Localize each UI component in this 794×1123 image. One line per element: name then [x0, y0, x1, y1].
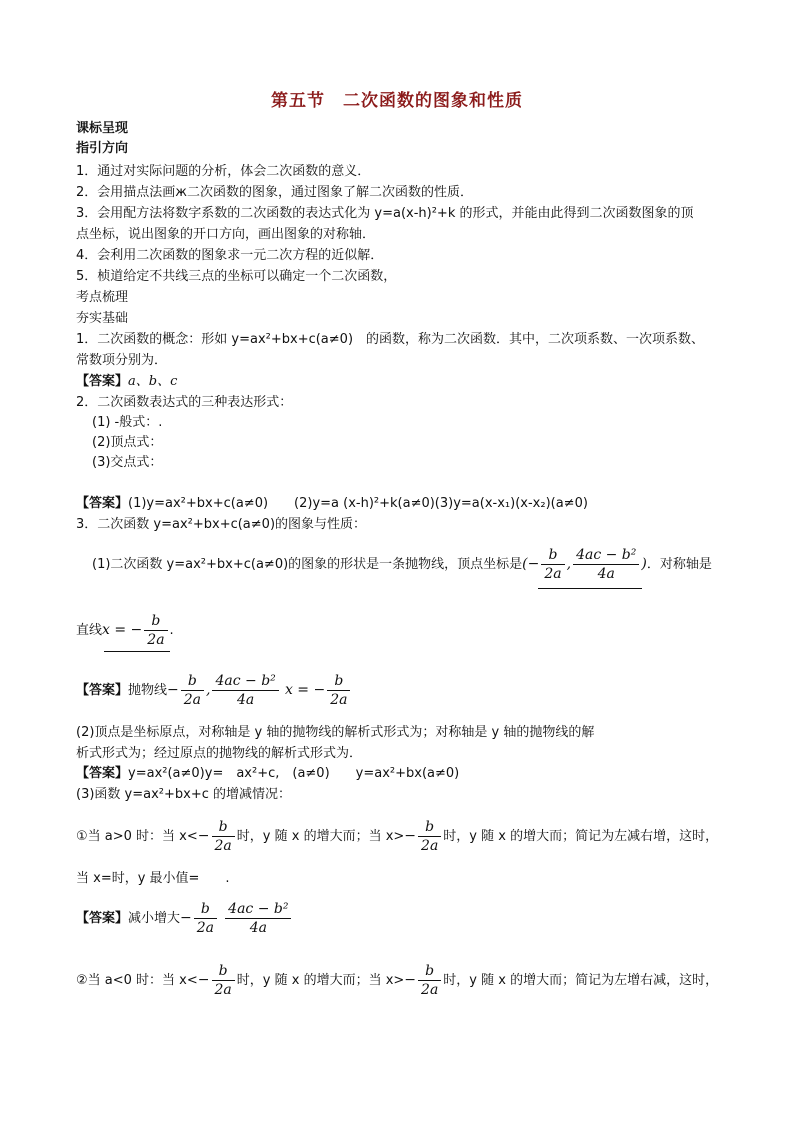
question-2-c: (3)交点式：: [92, 455, 163, 470]
heading-kaodian: 考点梳理: [76, 290, 129, 305]
question-1-line2: 常数项分别为．: [76, 353, 168, 368]
answer-label: 【答案】: [76, 911, 129, 926]
minus-sign: −: [404, 828, 417, 844]
case1-b: 时，y 随 x 的增大而；当 x>: [236, 829, 405, 844]
denominator: 2a: [421, 982, 439, 998]
case2-b: 时，y 随 x 的增大而；当 x>: [236, 973, 405, 988]
numerator: b: [194, 900, 217, 919]
minus-sign: −: [197, 828, 210, 844]
question-3-3: (3)函数 y=ax²+bx+c 的增减情况：: [76, 787, 292, 802]
heading-kebiao: 课标呈现: [76, 121, 129, 136]
question-2: 2．二次函数表达式的三种表达形式：: [76, 395, 293, 410]
question-2-a: (1) -般式：.: [92, 415, 163, 430]
answer-blank: [538, 588, 642, 589]
numerator: 4ac − b²: [225, 900, 291, 919]
case1-c: 时，y 随 x 的增大而；简记为左减右增，这时，: [443, 829, 719, 844]
x-eq-neg: x = −: [284, 682, 326, 698]
numerator: b: [327, 672, 350, 691]
denominator: 2a: [183, 692, 202, 708]
period: .: [169, 623, 174, 638]
fraction-b-over-2a: [212, 962, 235, 999]
list-item: 2．会用描点法画ж二次函数的图象，通过图象了解二次函数的性质．: [76, 185, 473, 200]
answer-3-1: [76, 670, 352, 711]
list-item: 5．桢道给定不共线三点的坐标可以确定一个二次函数，: [76, 269, 397, 284]
fraction-vertex-y: [573, 546, 639, 583]
minus-sign: −: [404, 972, 417, 988]
answer-3-2-text: y=ax²(a≠0)y= ax²+c, (a≠0) y=ax²+bx(a≠0): [128, 766, 460, 781]
list-item: 3．会用配方法将数字系数的二次函数的表达式化为 y=a(x-h)²+k 的形式，并能由此得到二次函数图象的顶: [76, 206, 694, 221]
answer-1-text: a、b、c: [128, 374, 178, 389]
fraction-b-over-2a: [418, 818, 441, 855]
question-3: 3．二次函数 y=ax²+bx+c(a≠0)的图象与性质：: [76, 517, 367, 532]
comma: ,: [566, 556, 572, 572]
answer-label: 【答案】: [76, 496, 129, 511]
fraction-b-over-2a: [541, 546, 564, 583]
numerator: b: [212, 962, 235, 981]
x-eq-neg: x = −: [102, 622, 143, 638]
list-item: 4．会利用二次函数的图象求一元二次方程的近似解．: [76, 248, 384, 263]
answer-2-text: (1)y=ax²+bx+c(a≠0) (2)y=a (x-h)²+k(a≠0)(3)y=a(x-x₁)(x-x₂)(a≠0): [128, 496, 588, 511]
denominator: 2a: [214, 982, 232, 998]
rparen: ): [641, 556, 647, 572]
fraction-b-over-2a: [181, 672, 204, 709]
denominator: 2a: [214, 838, 232, 854]
numerator: b: [144, 612, 167, 631]
minus-sign: −: [180, 910, 192, 926]
q3-1-line2-pre: 直线: [76, 623, 103, 638]
case-a-negative-line1: [76, 960, 718, 1001]
denominator: 4a: [237, 692, 255, 708]
denominator: 4a: [249, 920, 267, 936]
heading-hangshi: 夯实基础: [76, 311, 129, 326]
fraction-vertex-y: [212, 672, 278, 709]
list-item: 点坐标，说出图象的开口方向，画出图象的对称轴．: [76, 227, 376, 242]
comma: ,: [206, 682, 211, 698]
case2-c: 时，y 随 x 的增大而；简记为左增右减，这时，: [443, 973, 719, 988]
minus-sign: −: [197, 972, 210, 988]
numerator: b: [418, 818, 441, 837]
answer-label: 【答案】: [76, 374, 129, 389]
answer-label: 【答案】: [76, 683, 129, 698]
fraction-b-over-2a: [194, 900, 217, 937]
answer-3-3-text: 减小增大: [128, 911, 181, 926]
question-2-b: (2)顶点式：: [92, 435, 163, 450]
answer-3-3: [76, 898, 293, 939]
answer-1: [76, 373, 177, 391]
numerator: b: [212, 818, 235, 837]
minus-sign: −: [527, 556, 540, 572]
denominator: 2a: [147, 632, 165, 648]
denominator: 2a: [544, 566, 562, 582]
question-3-1-line1: [92, 544, 712, 585]
question-1-line1: 1．二次函数的概念：形如 y=ax²+bx+c(a≠0) 的函数，称为二次函数．其中，二次项系数、一次项系数、: [76, 332, 705, 347]
numerator: b: [541, 546, 564, 565]
denominator: 2a: [196, 920, 215, 936]
fraction-b-over-2a: [212, 818, 235, 855]
answer-2: [76, 495, 588, 513]
numerator: b: [181, 672, 204, 691]
numerator: b: [418, 962, 441, 981]
answer-3-2: [76, 765, 459, 783]
q3-1-post: ．对称轴是: [646, 557, 712, 572]
section-title: 第五节 二次函数的图象和性质: [271, 91, 523, 111]
case-a-positive-line2: 当 x=时，y 最小值= .: [76, 871, 230, 886]
denominator: 4a: [597, 566, 615, 582]
answer-blank: [104, 651, 170, 652]
answer-label: 【答案】: [76, 766, 129, 781]
question-3-2-line1: (2)顶点是坐标原点，对称轴是 y 轴的抛物线的解析式形式为；对称轴是 y 轴的抛物线的解: [76, 725, 595, 740]
fraction-b-over-2a: [144, 612, 167, 649]
question-3-2-line2: 析式形式为；经过原点的抛物线的解析式形式为．: [76, 746, 363, 761]
numerator: 4ac − b²: [212, 672, 278, 691]
case-a-positive-line1: [76, 816, 718, 857]
minus-sign: −: [167, 682, 179, 698]
case2-a: ②当 a<0 时：当 x<: [76, 973, 198, 988]
fraction-b-over-2a: [327, 672, 350, 709]
answer-3-1-word: 抛物线: [128, 683, 168, 698]
numerator: 4ac − b²: [573, 546, 639, 565]
denominator: 2a: [330, 692, 348, 708]
question-3-1-line2: [76, 610, 174, 651]
heading-zhiyin: 指引方向: [76, 141, 129, 156]
q3-1-pre: (1)二次函数 y=ax²+bx+c(a≠0)的图象的形状是一条抛物线，顶点坐标是: [92, 557, 523, 572]
case1-a: ①当 a>0 时：当 x<: [76, 829, 198, 844]
list-item: 1．通过对实际问题的分析，体会二次函数的意义．: [76, 164, 371, 179]
lparen: (: [522, 556, 528, 572]
fraction-vertex-y: [225, 900, 291, 937]
fraction-b-over-2a: [418, 962, 441, 999]
denominator: 2a: [421, 838, 439, 854]
